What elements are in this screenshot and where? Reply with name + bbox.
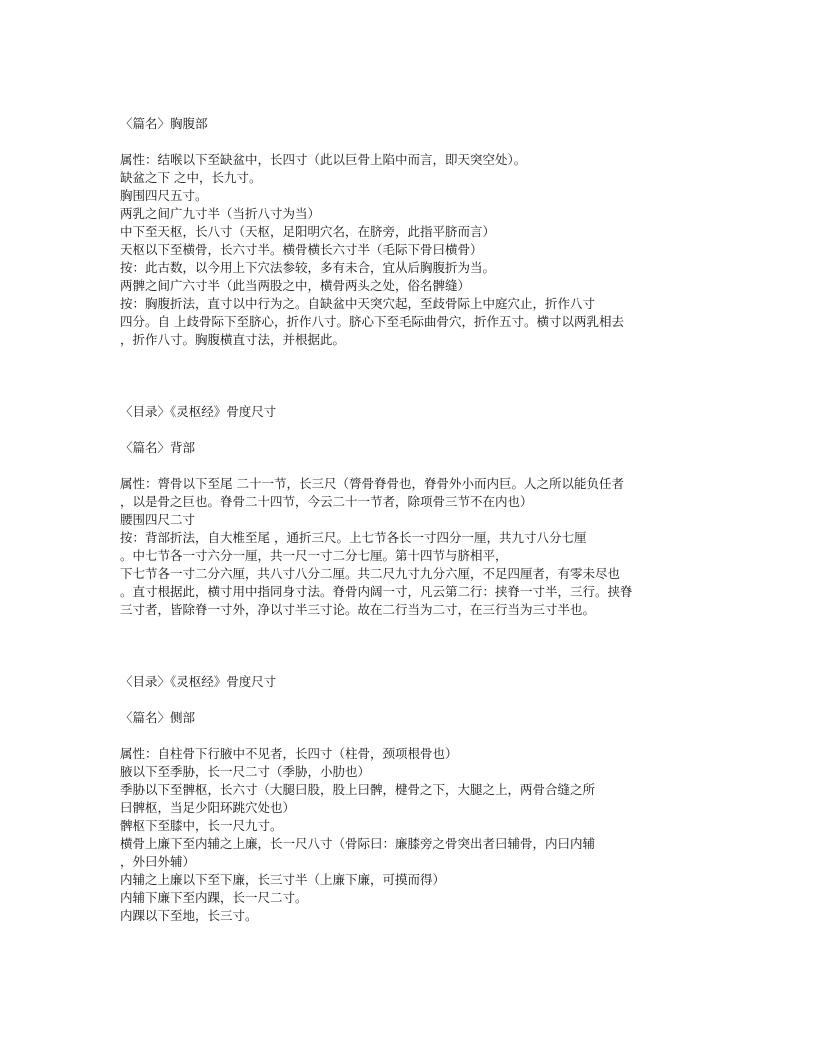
text-line: ，折作八寸。胸腹横直寸法，并根据此。 (120, 332, 346, 347)
text-line: 内踝以下至地，长三寸。 (120, 908, 258, 923)
text-line: 属性：自柱骨下行腋中不见者，长四寸（柱骨，颈项根骨也） (120, 746, 458, 761)
text-line: 两髀之间广六寸半（此当两股之中，横骨两头之处，俗名髀缝） (120, 278, 471, 293)
text-line: ，以是骨之巨也。脊骨二十四节，今云二十一节者，除项骨三节不在内也） (120, 494, 533, 509)
text-line: 。中七节各一寸六分一厘，共一尺一寸二分七厘。第十四节与脐相平， (120, 548, 508, 563)
text-line: 髀枢下至膝中，长一尺九寸。 (120, 818, 283, 833)
text-line: 按：胸腹折法，直寸以中行为之。自缺盆中天突穴起，至歧骨际上中庭穴止，折作八寸 (120, 296, 596, 311)
text-line: 横骨上廉下至内辅之上廉，长一尺八寸（骨际曰：廉膝旁之骨突出者曰辅骨，内曰内辅 (120, 836, 596, 851)
text-line: 下七节各一寸二分六厘，共八寸八分二厘。共二尺九寸九分六厘，不足四厘者，有零未尽也 (120, 566, 621, 581)
text-line: 两乳之间广九寸半（当折八寸为当） (120, 206, 321, 221)
text-line: 三寸者，皆除脊一寸外，净以寸半三寸论。故在二行当为二寸，在三行当为三寸半也。 (120, 602, 596, 617)
text-line: 腰围四尺二寸 (120, 512, 196, 527)
text-line: 腋以下至季胁，长一尺二寸（季胁，小肋也） (120, 764, 371, 779)
text-line: 内辅之上廉以下至下廉，长三寸半（上廉下廉，可摸而得） (120, 872, 446, 887)
text-line: 缺盆之下 之中，长九寸。 (120, 170, 262, 185)
text-line: 属性：结喉以下至缺盆中，长四寸（此以巨骨上陷中而言，即天突空处）。 (120, 152, 527, 167)
text-line: ，外曰外辅） (120, 854, 196, 869)
text-line: 。直寸根据此，横寸用中指同身寸法。脊骨内阔一寸，凡云第二行：挟脊一寸半，三行。挟脊 (120, 584, 633, 599)
text-line: 内辅下廉下至内踝，长一尺二寸。 (120, 890, 308, 905)
text-line: 曰髀枢，当足少阳环跳穴处也） (120, 800, 296, 815)
text-line: 按：背部折法，自大椎至尾 ，通折三尺。上七节各长一寸四分一厘，共九寸八分七厘 (120, 530, 587, 545)
text-line: 四分。自 上歧骨际下至脐心，折作八寸。脐心下至毛际曲骨穴，折作五寸。横寸以两乳相去 (120, 314, 624, 329)
text-line: 中下至天枢，长八寸（天枢，足阳明穴名，在脐旁，此指平脐而言） (120, 224, 496, 239)
catalog-heading: 〈目录〉《灵枢经》骨度尺寸 (120, 404, 277, 419)
text-line: 胸围四尺五寸。 (120, 188, 208, 203)
section-title-side: 〈篇名〉侧部 (120, 710, 196, 725)
text-line: 按：此古数，以今用上下穴法参较，多有未合，宜从后胸腹折为当。 (120, 260, 496, 275)
section-title-chest-abdomen: 〈篇名〉胸腹部 (120, 116, 208, 131)
text-line: 天枢以下至横骨，长六寸半。横骨横长六寸半（毛际下骨曰横骨） (120, 242, 483, 257)
text-line: 季胁以下至髀枢，长六寸（大腿曰股，股上曰髀，楗骨之下，大腿之上，两骨合缝之所 (120, 782, 596, 797)
catalog-heading: 〈目录〉《灵枢经》骨度尺寸 (120, 674, 277, 689)
section-title-back: 〈篇名〉背部 (120, 440, 196, 455)
text-line: 属性：膂骨以下至尾 二十一节，长三尺（膂骨脊骨也，脊骨外小而内巨。人之所以能负任者 (120, 476, 624, 491)
